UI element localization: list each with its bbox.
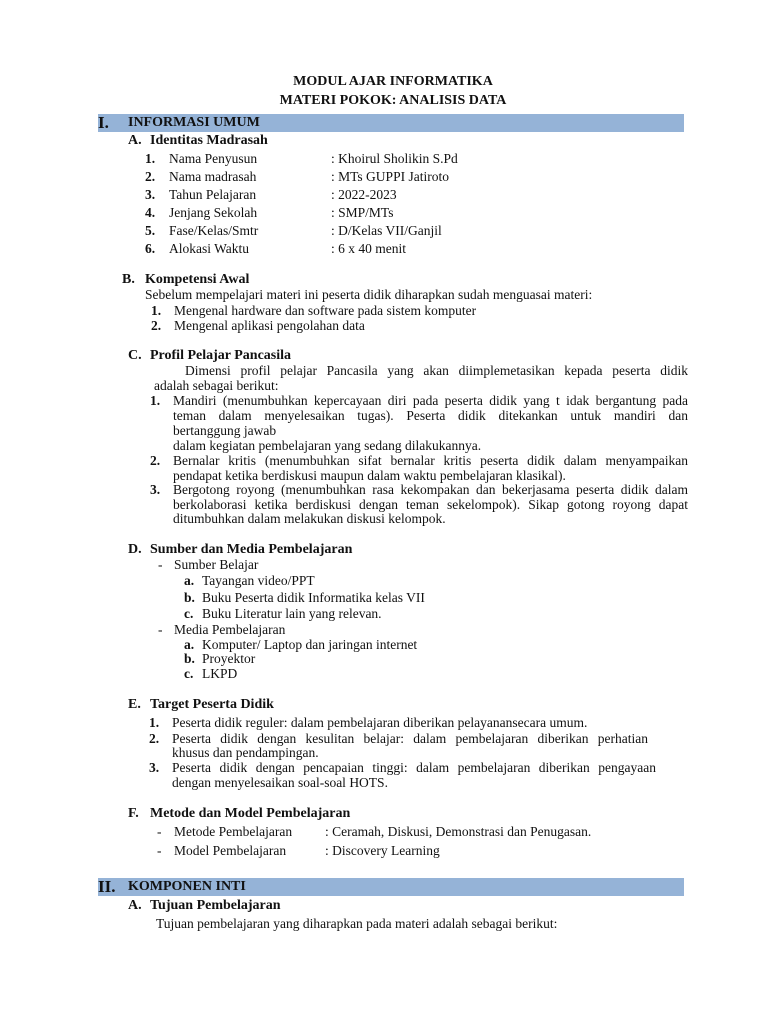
document-title: MODUL AJAR INFORMATIKA [293,74,493,89]
media-item: LKPD [202,666,238,681]
identitas-label: Alokasi Waktu [169,241,250,256]
media-item-letter: c. [184,666,194,681]
identitas-number: 6. [145,241,156,256]
identitas-value: : D/Kelas VII/Ganjil [331,223,442,238]
target-item-text: Peserta didik dengan pencapaian tinggi: dalam pembelajaran diberikan pengayaan [172,760,656,775]
identitas-number: 3. [145,187,156,202]
sumber-heading: Sumber dan Media Pembelajaran [150,542,353,557]
sumber-letter: D. [128,542,142,557]
sumber-item-letter: b. [184,590,195,605]
profil-item-text: pendapat ketika berdiskusi maupun dalam waktu pembelajaran klasikal). [173,468,566,483]
metode-dash: - [157,824,162,839]
target-number: 3. [149,760,160,775]
identitas-heading: Identitas Madrasah [150,133,268,148]
tujuan-heading: Tujuan Pembelajaran [150,898,281,913]
identitas-label: Nama madrasah [169,169,257,184]
document-subtitle: MATERI POKOK: ANALISIS DATA [279,93,507,108]
metode-heading: Metode dan Model Pembelajaran [150,806,351,821]
model-value: : Discovery Learning [325,843,440,858]
target-number: 1. [149,715,160,730]
profil-item-text: Mandiri (menumbuhkan kepercayaan diri pada peserta didik yang t idak bergantung pada [173,393,688,408]
section-2-heading: KOMPONEN INTI [128,879,246,894]
profil-item-text: bertanggung jawab [173,423,277,438]
identitas-value: : 2022-2023 [331,187,397,202]
tujuan-intro: Tujuan pembelajaran yang diharapkan pada materi adalah sebagai berikut: [156,916,558,931]
identitas-label: Jenjang Sekolah [169,205,258,220]
target-heading: Target Peserta Didik [150,697,274,712]
profil-intro: Dimensi profil pelajar Pancasila yang akan diimplemetasikan kepada peserta didik [185,363,688,378]
profil-item-text: teman dalam menyelesaikan tugas). Peserta didik ditekankan untuk mandiri dan [173,408,688,423]
sumber-item: Tayangan video/PPT [202,573,315,588]
target-item-text: Peserta didik reguler: dalam pembelajaran diberikan pelayanansecara umum. [172,715,588,730]
kompetensi-heading: Kompetensi Awal [145,272,250,287]
profil-item-text: Bergotong royong (menumbuhkan rasa kekompakan dan bekerjasama peserta didik dalam [173,482,688,497]
identitas-label: Tahun Pelajaran [169,187,257,202]
metode-letter: F. [128,806,139,821]
target-letter: E. [128,697,141,712]
model-label: Model Pembelajaran [174,843,287,858]
profil-item-text: ditumbuhkan dalam melakukan diskusi kelompok. [173,511,446,526]
section-2-numeral: II. [98,877,116,896]
target-item-text: dengan menyelesaikan soal-soal HOTS. [172,775,388,790]
target-number: 2. [149,731,160,746]
section-1-heading: INFORMASI UMUM [128,115,260,130]
sumber-item: Buku Literatur lain yang relevan. [202,606,382,621]
profil-number: 1. [150,393,161,408]
identitas-number: 5. [145,223,156,238]
media-item-letter: a. [184,637,195,652]
sumber-item-letter: c. [184,606,194,621]
kompetensi-item: Mengenal aplikasi pengolahan data [174,318,365,333]
kompetensi-item: Mengenal hardware dan software pada sistem komputer [174,303,477,318]
identitas-label: Fase/Kelas/Smtr [169,223,259,238]
sumber-group-dash: - [158,557,163,572]
media-group-label: Media Pembelajaran [174,622,286,637]
kompetensi-number: 2. [151,318,162,333]
kompetensi-intro: Sebelum mempelajari materi ini peserta didik diharapkan sudah menguasai materi: [145,287,593,302]
profil-item-text: dalam kegiatan pembelajaran yang sedang dilakukannya. [173,438,482,453]
profil-heading: Profil Pelajar Pancasila [150,348,292,363]
identitas-number: 4. [145,205,156,220]
identitas-value: : MTs GUPPI Jatiroto [331,169,449,184]
profil-intro-cont: adalah sebagai berikut: [154,378,279,393]
kompetensi-letter: B. [122,272,135,287]
tujuan-letter: A. [128,898,142,913]
identitas-letter: A. [128,133,142,148]
metode-value: : Ceramah, Diskusi, Demonstrasi dan Penugasan. [325,824,592,839]
media-item: Komputer/ Laptop dan jaringan internet [202,637,418,652]
target-item-text: khusus dan pendampingan. [172,745,319,760]
kompetensi-number: 1. [151,303,162,318]
sumber-item: Buku Peserta didik Informatika kelas VII [202,590,425,605]
media-item-letter: b. [184,651,195,666]
metode-label: Metode Pembelajaran [174,824,293,839]
identitas-number: 1. [145,151,156,166]
sumber-item-letter: a. [184,573,195,588]
profil-number: 2. [150,453,161,468]
profil-item-text: berkolaborasi ketika berdiskusi dengan teman sekelompok). Sikap gotong royong dapat [173,497,688,512]
profil-letter: C. [128,348,142,363]
identitas-number: 2. [145,169,156,184]
section-1-numeral: I. [98,113,109,132]
profil-item-text: Bernalar kritis (menumbuhkan sifat bernalar kritis peserta didik dalam menyampaikan [173,453,688,468]
target-item-text: Peserta didik dengan kesulitan belajar: dalam pembelajaran diberikan perhatian [172,731,648,746]
model-dash: - [157,843,162,858]
identitas-value: : Khoirul Sholikin S.Pd [331,151,458,166]
media-group-dash: - [158,622,163,637]
identitas-label: Nama Penyusun [169,151,258,166]
identitas-value: : SMP/MTs [331,205,394,220]
profil-number: 3. [150,482,161,497]
identitas-value: : 6 x 40 menit [331,241,406,256]
media-item: Proyektor [202,651,256,666]
sumber-group-label: Sumber Belajar [174,557,259,572]
